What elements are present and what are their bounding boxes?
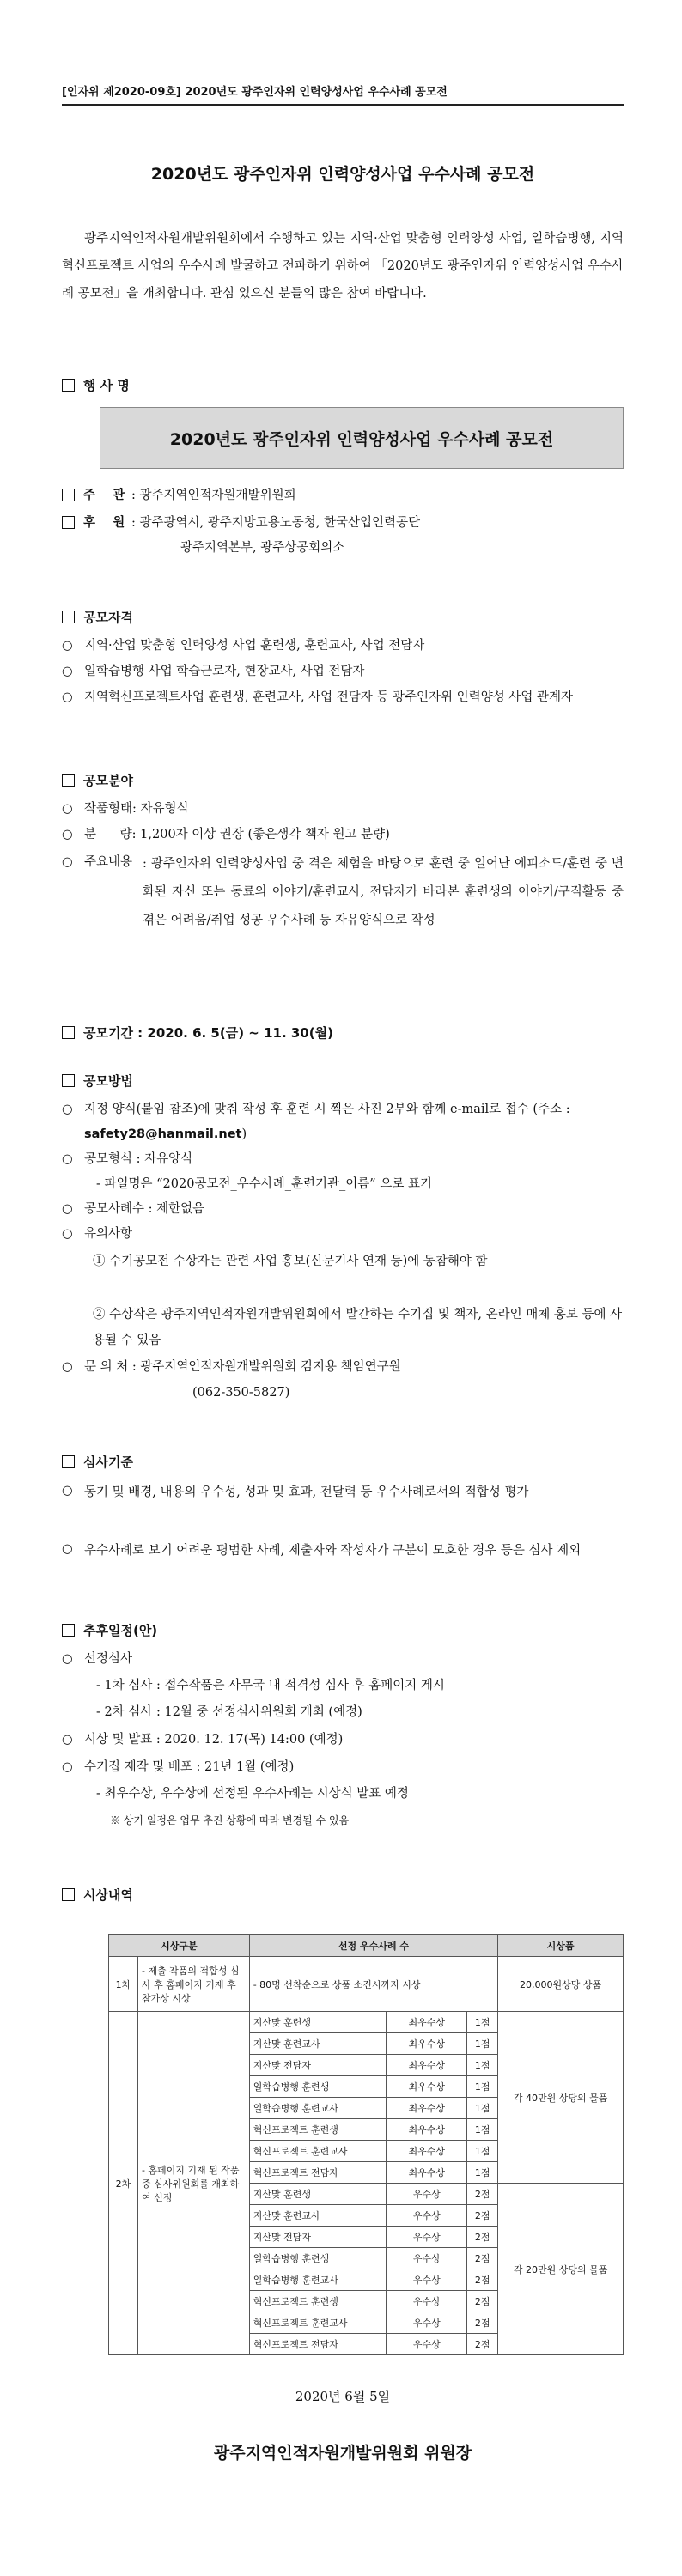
list-item: ○ 지정 양식(붙임 참조)에 맞춰 작성 후 훈련 시 찍은 사진 2부와 함께 e-mail로 접수 (주소 : safety28@hanmail.net) (62, 1097, 624, 1147)
award-cell-cat: 일학습병행 훈련생 (249, 2076, 387, 2098)
circle-bullet-icon: ○ (62, 1103, 73, 1116)
award-cell-n: 2점 (467, 2248, 498, 2269)
award-cell-award: 최우수상 (387, 2012, 467, 2033)
award-cell-n: 1점 (467, 2119, 498, 2141)
list-item: ○ 공모형식 : 자유양식 (62, 1147, 624, 1172)
award-cell-n: 2점 (467, 2184, 498, 2205)
award-cell-award: 최우수상 (387, 2033, 467, 2055)
event-name-banner: 2020년도 광주인자위 인력양성사업 우수사례 공모전 (100, 407, 624, 469)
schedule-round-2: - 2차 심사 : 12월 중 선정심사위원회 개최 (예정) (96, 1705, 362, 1719)
circle-bullet-icon: ○ (62, 1360, 73, 1374)
checkbox-square-icon (62, 516, 75, 529)
table-header-row (109, 1935, 624, 1957)
award-cell-n: 1점 (467, 2012, 498, 2033)
email-link[interactable]: safety28@hanmail.net (84, 1127, 242, 1141)
circle-bullet-icon: ○ (62, 1484, 73, 1498)
checkbox-square-icon (62, 1074, 75, 1087)
award-cell-award: 우수상 (387, 2184, 467, 2205)
list-item: ○ 주요내용 : 광주인자위 인력양성사업 중 겪은 체험을 바탕으로 훈련 중 일어난 에피소드/훈련 중 변화된 자신 또는 동료의 이야기/훈련교사, 전담자가 바라본 훈련생의 이야기/구직활동 중 겪은 어려움/취업 성공 우수사례 등 자유양식으로 작성 (62, 850, 624, 935)
award-cell-cat: 혁신프로젝트 전담자 (249, 2334, 387, 2355)
award-cell-award: 우수상 (387, 2248, 467, 2269)
list-item: ○ 선정심사 (62, 1647, 624, 1672)
filename-rule: - 파일명은 “2020공모전_우수사례_훈련기관_이름” 으로 표기 (96, 1177, 432, 1191)
signature-line: 광주지역인적자원개발위원회 위원장 (213, 2444, 472, 2463)
award-cell-n: 1점 (467, 2141, 498, 2162)
award-cell-cat: 혁신프로젝트 훈련생 (249, 2291, 387, 2312)
award-cell-award: 우수상 (387, 2291, 467, 2312)
schedule-change-note: ※ 상기 일정은 업무 추진 상황에 따라 변경될 수 있음 (110, 1814, 350, 1826)
checkbox-square-icon (62, 1026, 75, 1039)
list-item: ○ 동기 및 배경, 내용의 우수성, 성과 및 효과, 전달력 등 우수사례로서의 적합성 평가 (62, 1479, 624, 1506)
award-cell-n: 1점 (467, 2033, 498, 2055)
circle-bullet-icon: ○ (62, 1542, 73, 1556)
award-cell-cat: 혁신프로젝트 훈련교사 (249, 2312, 387, 2334)
page-title: 2020년도 광주인자위 인력양성사업 우수사례 공모전 (150, 165, 535, 184)
award-cell-award: 우수상 (387, 2334, 467, 2355)
contact-phone: (062-350-5827) (192, 1386, 290, 1400)
list-item: ○ 우수사례로 보기 어려운 평범한 사례, 제출자와 작성자가 구분이 모호한 경우 등은 심사 제외 (62, 1537, 624, 1564)
section-awards: 시상내역 (62, 1886, 133, 1904)
section-field: 공모분야 (62, 771, 133, 789)
award-cell-cat: 혁신프로젝트 훈련생 (249, 2119, 387, 2141)
circle-bullet-icon: ○ (62, 665, 73, 678)
checkbox-square-icon (62, 1888, 75, 1901)
award-cell-n: 2점 (467, 2334, 498, 2355)
issue-date: 2020년 6월 5일 (295, 2389, 391, 2404)
circle-bullet-icon: ○ (62, 828, 73, 841)
award-cell-cat: 혁신프로젝트 전담자 (249, 2162, 387, 2184)
round-description: - 홈페이지 기재 된 작품 중 심사위원회를 개최하여 선정 (137, 2012, 249, 2355)
list-item: ○ 지역·산업 맞춤형 인력양성 사업 훈련생, 훈련교사, 사업 전담자 (62, 634, 624, 659)
prize-cell: 각 20만원 상당의 물품 (498, 2184, 624, 2355)
award-cell-award: 최우수상 (387, 2076, 467, 2098)
circle-bullet-icon: ○ (62, 855, 73, 869)
list-item: ○ 수기집 제작 및 배포 : 21년 1월 (예정) (62, 1755, 624, 1780)
circle-bullet-icon: ○ (62, 1202, 73, 1216)
table-row: 1차 - 제출 작품의 적합성 심사 후 홈페이지 기재 후 참가상 시상 - 80명 선착순으로 상품 소진시까지 시상 20,000원상당 상품 (109, 1957, 624, 2012)
award-cell-n: 2점 (467, 2205, 498, 2227)
notice-number: [인자위 제2020-09호] 2020년도 광주인자위 인력양성사업 우수사례 공모전 (62, 82, 624, 106)
list-item: ○ 공모사례수 : 제한없음 (62, 1197, 624, 1222)
award-cell-cat: 일학습병행 훈련생 (249, 2248, 387, 2269)
checkbox-square-icon (62, 379, 75, 392)
list-item: ○ 문 의 처 : 광주지역인적자원개발위원회 김지용 책임연구원 (62, 1355, 624, 1380)
checkbox-square-icon (62, 611, 75, 623)
award-cell-n: 1점 (467, 2098, 498, 2119)
awards-table (108, 1934, 624, 2355)
prize-cell: 각 40만원 상당의 물품 (498, 2012, 624, 2184)
caution-note-2: ② 수상작은 광주지역인적자원개발위원회에서 발간하는 수기집 및 책자, 온라인 매체 홍보 등에 사용될 수 있음 (93, 1308, 623, 1347)
section-criteria: 심사기준 (62, 1453, 133, 1471)
award-cell-cat: 일학습병행 훈련교사 (249, 2269, 387, 2291)
circle-bullet-icon: ○ (62, 690, 73, 704)
section-heading: 행 사 명 (83, 378, 130, 393)
list-item: ○ 유의사항 (62, 1222, 624, 1247)
award-cell-cat: 지산맞 훈련생 (249, 2012, 387, 2033)
checkbox-square-icon (62, 1455, 75, 1468)
award-cell-cat: 지산맞 전담자 (249, 2227, 387, 2248)
award-cell-cat: 지산맞 훈련생 (249, 2184, 387, 2205)
award-cell-n: 2점 (467, 2227, 498, 2248)
circle-bullet-icon: ○ (62, 1652, 73, 1666)
organizer-value: : 광주지역인적자원개발위원회 (131, 489, 296, 502)
checkbox-square-icon (62, 1624, 75, 1637)
checkbox-square-icon (62, 489, 75, 501)
list-item: ○ 지역혁신프로젝트사업 훈련생, 훈련교사, 사업 전담자 등 광주인자위 인력양성 사업 관계자 (62, 685, 624, 710)
circle-bullet-icon: ○ (62, 1733, 73, 1747)
award-cell-cat: 지산맞 훈련교사 (249, 2205, 387, 2227)
column-header: 시상구분 (109, 1935, 250, 1957)
award-cell-cat: 혁신프로젝트 훈련교사 (249, 2141, 387, 2162)
award-cell-award: 우수상 (387, 2269, 467, 2291)
award-cell-award: 우수상 (387, 2227, 467, 2248)
award-cell-n: 2점 (467, 2291, 498, 2312)
award-cell-n: 1점 (467, 2162, 498, 2184)
award-cell-award: 최우수상 (387, 2055, 467, 2076)
award-cell-cat: 지산맞 전담자 (249, 2055, 387, 2076)
column-header: 시상품 (498, 1935, 624, 1957)
circle-bullet-icon: ○ (62, 1152, 73, 1166)
award-cell-cat: 지산맞 훈련교사 (249, 2033, 387, 2055)
circle-bullet-icon: ○ (62, 639, 73, 653)
schedule-award-note: - 최우수상, 우수상에 선정된 우수사례는 시상식 발표 예정 (96, 1787, 409, 1801)
sponsor-value-line2: 광주지역본부, 광주상공회의소 (180, 541, 345, 555)
section-eligibility: 공모자격 (62, 608, 133, 626)
round-label: 2차 (109, 2012, 138, 2355)
award-cell-award: 우수상 (387, 2205, 467, 2227)
section-event-name (62, 376, 130, 394)
list-item: ○ 일학습병행 사업 학습근로자, 현장교사, 사업 전담자 (62, 659, 624, 684)
award-cell-n: 2점 (467, 2269, 498, 2291)
award-cell-award: 최우수상 (387, 2098, 467, 2119)
column-header: 선정 우수사례 수 (249, 1935, 497, 1957)
section-schedule: 추후일정(안) (62, 1621, 157, 1639)
intro-paragraph: 광주지역인적자원개발위원회에서 수행하고 있는 지역·산업 맞춤형 인력양성 사업, 일학습병행, 지역혁신프로젝트 사업의 우수사례 발굴하고 전파하기 위하여 「2020년도 광주인자위 인력양성사업 우수사례 공모전」을 개최합니다. 관심 있으신 분들의 많은 참여 바랍니다. (62, 232, 624, 301)
award-cell-n: 2점 (467, 2312, 498, 2334)
circle-bullet-icon: ○ (62, 802, 73, 816)
award-cell-award: 최우수상 (387, 2119, 467, 2141)
table-row (109, 2012, 624, 2033)
circle-bullet-icon: ○ (62, 1227, 73, 1241)
circle-bullet-icon: ○ (62, 1760, 73, 1774)
organizer-row: 주 관 : 광주지역인적자원개발위원회 (62, 483, 296, 508)
section-period: 공모기간 : 2020. 6. 5(금) ~ 11. 30(월) (62, 1024, 333, 1042)
sponsor-value: : 광주광역시, 광주지방고용노동청, 한국산업인력공단 (131, 516, 421, 530)
schedule-round-1: - 1차 심사 : 접수작품은 사무국 내 적격성 심사 후 홈페이지 게시 (96, 1679, 445, 1692)
list-item: ○ 분 량: 1,200자 이상 권장 (좋은생각 책자 원고 분량) (62, 823, 624, 848)
award-cell-award: 최우수상 (387, 2162, 467, 2184)
award-cell-n: 1점 (467, 2055, 498, 2076)
award-cell-n: 1점 (467, 2076, 498, 2098)
award-cell-cat: 일학습병행 훈련교사 (249, 2098, 387, 2119)
checkbox-square-icon (62, 774, 75, 787)
award-cell-award: 최우수상 (387, 2141, 467, 2162)
caution-note-1: ① 수기공모전 수상자는 관련 사업 홍보(신문기사 연재 등)에 동참해야 함 (93, 1255, 488, 1268)
list-item: ○ 작품형태: 자유형식 (62, 797, 624, 822)
section-method: 공모방법 (62, 1072, 133, 1090)
award-cell-award: 우수상 (387, 2312, 467, 2334)
list-item: ○ 시상 및 발표 : 2020. 12. 17(목) 14:00 (예정) (62, 1728, 624, 1753)
sponsor-row: 후 원 : 광주광역시, 광주지방고용노동청, 한국산업인력공단 (62, 510, 420, 536)
